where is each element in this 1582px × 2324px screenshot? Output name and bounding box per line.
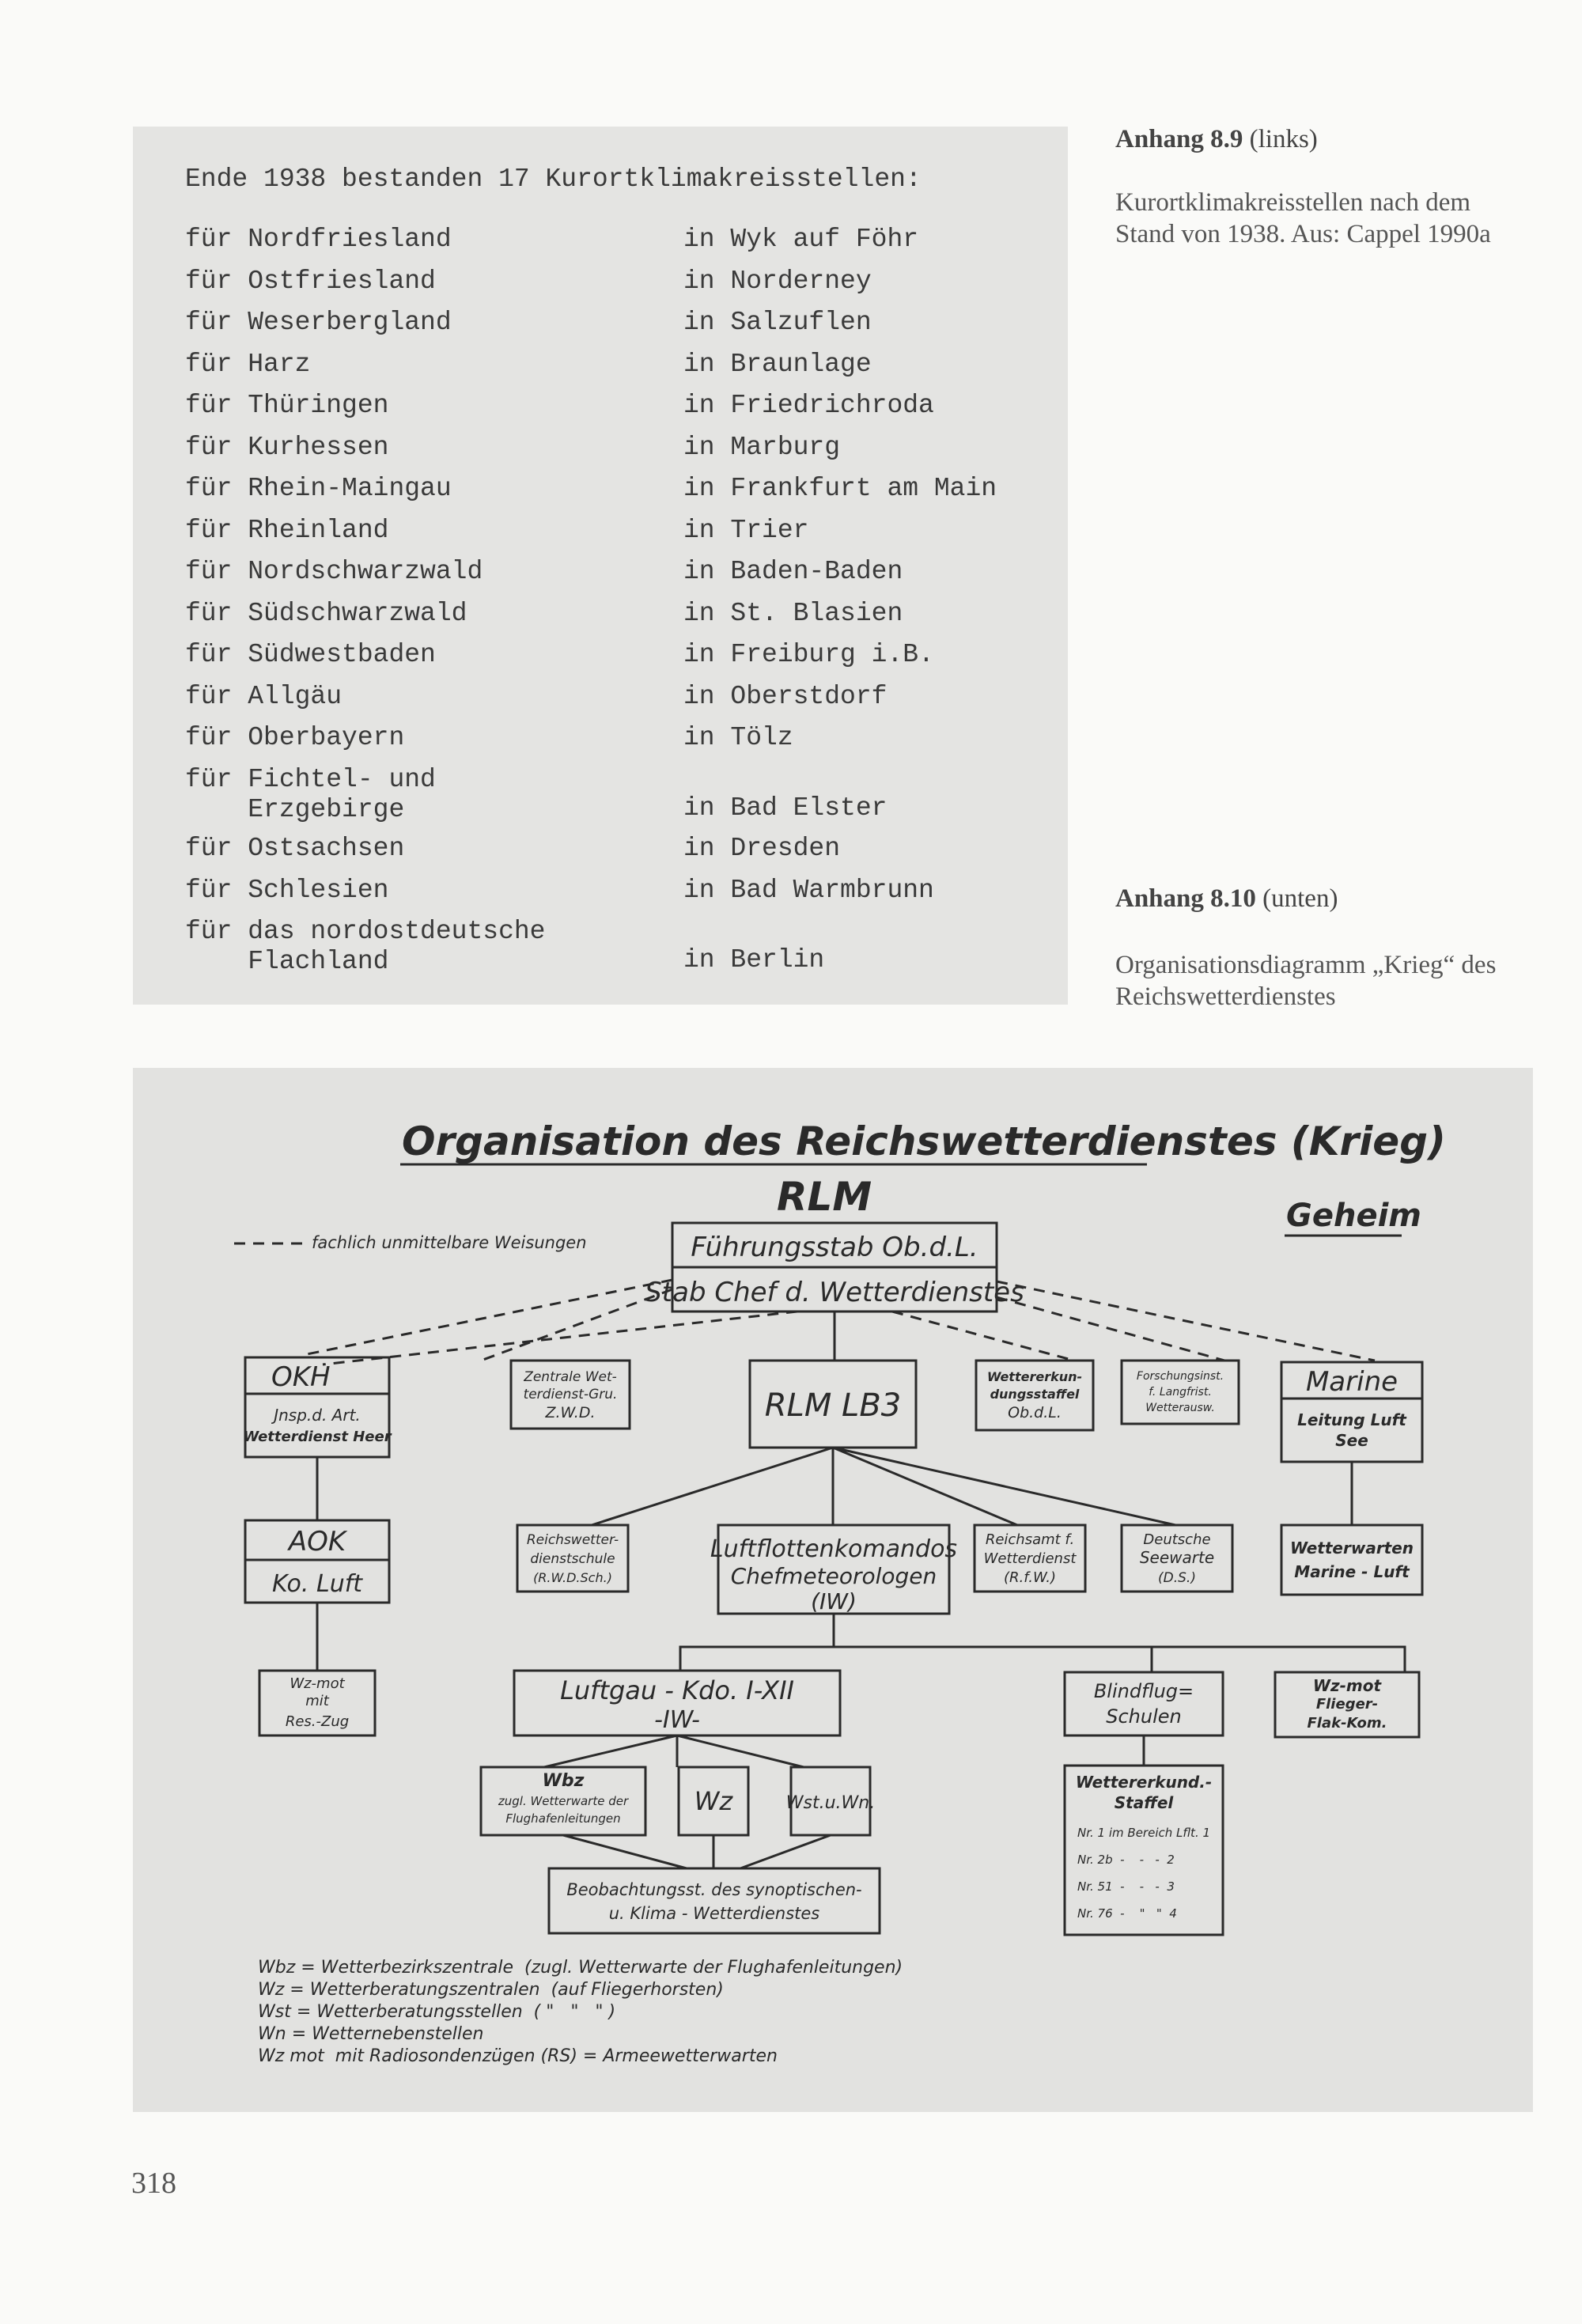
caption-810-label: Anhang 8.10 [1115,884,1256,913]
forschung-line3: Wetterausw. [1145,1402,1215,1414]
wzmot-flak-line3: Flak-Kom. [1307,1715,1387,1732]
secret-label: Geheim [1286,1198,1421,1234]
list-item-region: für das nordostdeutsche Flachland [185,917,546,976]
wetterwarten-marine-box [1281,1525,1422,1595]
caption-89-side: (links) [1249,125,1318,153]
list-item-place: in Wyk auf Föhr [683,225,919,254]
erkundungsstaffel-line2: Staffel [1114,1793,1174,1812]
list-item-region: für Fichtel- und Erzgebirge [185,764,436,824]
blindflug-line2: Schulen [1106,1705,1182,1728]
list-item-region: für Rheinland [185,515,389,545]
typed-list-panel [133,127,1068,1005]
luftflotten-line2: Chefmeteorologen [730,1563,937,1589]
page-number: 318 [131,2167,176,2200]
list-item-region: für Oberbayern [185,723,405,752]
luftgau-line2: -IW- [654,1706,700,1734]
blindflug-line1: Blindflug= [1093,1680,1194,1702]
list-item-region: für Harz [185,349,311,379]
dash-okh-second [323,1312,797,1364]
zentrale-line3: Z.W.D. [545,1404,596,1421]
erkundungsstaffel-line6: Nr. 76 - " " 4 [1077,1906,1177,1921]
wetterwarten-marine-line1: Wetterwarten [1289,1539,1414,1558]
list-item-place: in Trier [683,515,809,545]
schule-line3: (R.W.D.Sch.) [533,1570,612,1585]
wzmot-res-line1: Wz-mot [290,1675,345,1692]
list-item-region: für Rhein-Maingau [185,474,452,503]
marine-line2: Leitung Luft [1297,1410,1406,1429]
luftflotten-line1: Luftflottenkomandos [710,1535,958,1563]
list-item-place: in Bad Elster [683,793,888,823]
fuehrungsstab-line2: Stab Chef d. Wetterdienstes [645,1277,1024,1308]
list-item-region: für Kurhessen [185,432,389,462]
okh-line2: Jnsp.d. Art. [274,1406,361,1425]
okh-line3: Wetterdienst Heer [243,1429,392,1445]
erkundungsstaffel-line4: Nr. 2b - - - 2 [1077,1853,1175,1867]
wzmot-flak-line2: Flieger- [1315,1696,1379,1713]
wzmot-res-line3: Res.-Zug [285,1713,350,1730]
list-item-region: für Südschwarzwald [185,598,467,628]
diagram-legend-line1: Wbz = Wetterbezirkszentrale (zugl. Wetterwarte der Flughafenleitungen) [258,1958,903,1978]
list-item-region: für Ostfriesland [185,266,436,296]
wz-label: Wz [694,1786,733,1816]
schule-line2: dienstschule [530,1551,615,1567]
diagram-legend-line3: Wst = Wetterberatungsstellen ( " " " ) [258,2002,616,2022]
row3-connector [680,1647,1405,1672]
reichsamt-line3: (R.f.W.) [1003,1569,1057,1586]
schule-line1: Reichswetter- [526,1532,619,1548]
aok-line2: Ko. Luft [271,1570,363,1598]
wzmot-res-line2: mit [305,1693,329,1709]
caption-89-text [1115,187,1491,250]
wst-label: Wst.u.Wn. [785,1793,876,1813]
dash-to-forschung [997,1297,1224,1361]
organisation-diagram-svg [133,1068,1533,2112]
list-item-place: in Berlin [683,945,825,975]
list-item-place: in Baden-Baden [683,557,903,586]
caption-89-label: Anhang 8.9 [1115,125,1243,153]
list-item-place: in Dresden [683,834,841,863]
erkundung-obdl-line2: dungsstaffel [990,1387,1080,1402]
diagram-legend-line5: Wz mot mit Radiosondenzügen (RS) = Armeewetterwarten [258,2046,778,2066]
list-item-region: für Nordschwarzwald [185,557,483,586]
list-item-region: für Weserbergland [185,308,452,337]
marine-line3: See [1335,1431,1368,1450]
erkundungsstaffel-line5: Nr. 51 - - - 3 [1077,1879,1175,1894]
beobachtung-box [549,1868,880,1933]
forschung-line1: Forschungsinst. [1136,1370,1224,1383]
wbz-line1: Wbz [542,1771,585,1791]
luftflotten-line3: (IW) [811,1588,857,1614]
erkundung-obdl-line1: Wettererkun- [986,1369,1083,1384]
okh-line1: OKH [271,1361,331,1393]
diagram-legend-line2: Wz = Wetterberatungszentralen (auf Fliegerhorsten) [258,1980,724,2000]
seewarte-line1: Deutsche [1143,1531,1211,1548]
caption-810-text [1115,949,1496,1012]
erkundung-obdl-line3: Ob.d.L. [1008,1404,1062,1421]
zentrale-line2: terdienst-Gru. [523,1387,618,1402]
erkundungsstaffel-line1: Wettererkund.- [1075,1773,1213,1792]
fuehrungsstab-line1: Führungsstab Ob.d.L. [691,1232,978,1263]
dash-to-okh [307,1280,672,1354]
wbz-line3: Flughafenleitungen [505,1811,621,1826]
caption-810-side: (unten) [1262,884,1338,913]
diagram-title: Organisation des Reichswetterdienstes (Krieg) [402,1118,1446,1164]
list-item-place: in Braunlage [683,349,872,379]
forschung-line2: f. Langfrist. [1149,1386,1212,1399]
wbz-line2: zugl. Wetterwarte der [498,1794,629,1808]
caption-89-line1: Kurortklimakreisstellen nach dem [1115,188,1471,217]
reichsamt-line1: Reichsamt f. [985,1531,1075,1548]
list-item-place: in Salzuflen [683,308,872,337]
list-item-region: für Allgäu [185,681,343,711]
lb3-fanout-lines [592,1448,1175,1525]
wzmot-flak-line1: Wz-mot [1312,1676,1382,1695]
aok-line1: AOK [288,1526,346,1558]
beobachtung-line2: u. Klima - Wetterdienstes [608,1904,820,1923]
caption-89-title [1115,125,1318,154]
zentrale-line1: Zentrale Wet- [524,1369,617,1385]
list-item-place: in Frankfurt am Main [683,474,997,503]
list-item-region: für Südwestbaden [185,640,436,669]
beobachtung-line1: Beobachtungsst. des synoptischen- [566,1880,862,1899]
erkundungsstaffel-line3: Nr. 1 im Bereich Lflt. 1 [1077,1826,1211,1840]
organisation-diagram [133,1068,1533,2112]
caption-810-line1: Organisationsdiagramm „Krieg“ des [1115,951,1497,979]
caption-810-title [1115,884,1338,914]
list-item-region: für Nordfriesland [185,225,452,254]
caption-810-line2: Reichswetterdienstes [1115,982,1336,1011]
wetterwarten-marine-line2: Marine - Luft [1294,1562,1410,1581]
list-item-region: für Thüringen [185,391,389,420]
list-item-place: in Friedrichroda [683,391,934,420]
list-item-place: in Norderney [683,266,872,296]
rlm-lb3-label: RLM LB3 [764,1387,902,1424]
list-item-region: für Schlesien [185,875,389,905]
diagram-legend-line4: Wn = Wetternebenstellen [258,2024,484,2044]
list-item-place: in Oberstdorf [683,681,888,711]
list-item-place: in Bad Warmbrunn [683,875,934,905]
rlm-heading: RLM [777,1174,872,1220]
list-item-place: in Marburg [683,432,841,462]
caption-89-line2: Stand von 1938. Aus: Cappel 1990a [1115,220,1491,248]
luftgau-line1: Luftgau - Kdo. I-XII [560,1675,794,1705]
dash-to-erkundung [892,1312,1074,1361]
reichsamt-line2: Wetterdienst [983,1550,1077,1567]
list-item-place: in Freiburg i.B. [683,640,934,669]
legend-dashed-text: fachlich unmittelbare Weisungen [312,1233,587,1252]
list-item-place: in Tölz [683,723,793,752]
seewarte-line2: Seewarte [1139,1548,1215,1567]
row4-to-beobachtung-lines [563,1835,831,1868]
list-item-place: in St. Blasien [683,598,903,628]
marine-line1: Marine [1305,1366,1398,1398]
seewarte-line3: (D.S.) [1158,1570,1196,1586]
luftgau-fanout [544,1735,804,1767]
typed-list-heading: Ende 1938 bestanden 17 Kurortklimakreisstellen: [185,165,922,194]
list-item-region: für Ostsachsen [185,834,405,863]
